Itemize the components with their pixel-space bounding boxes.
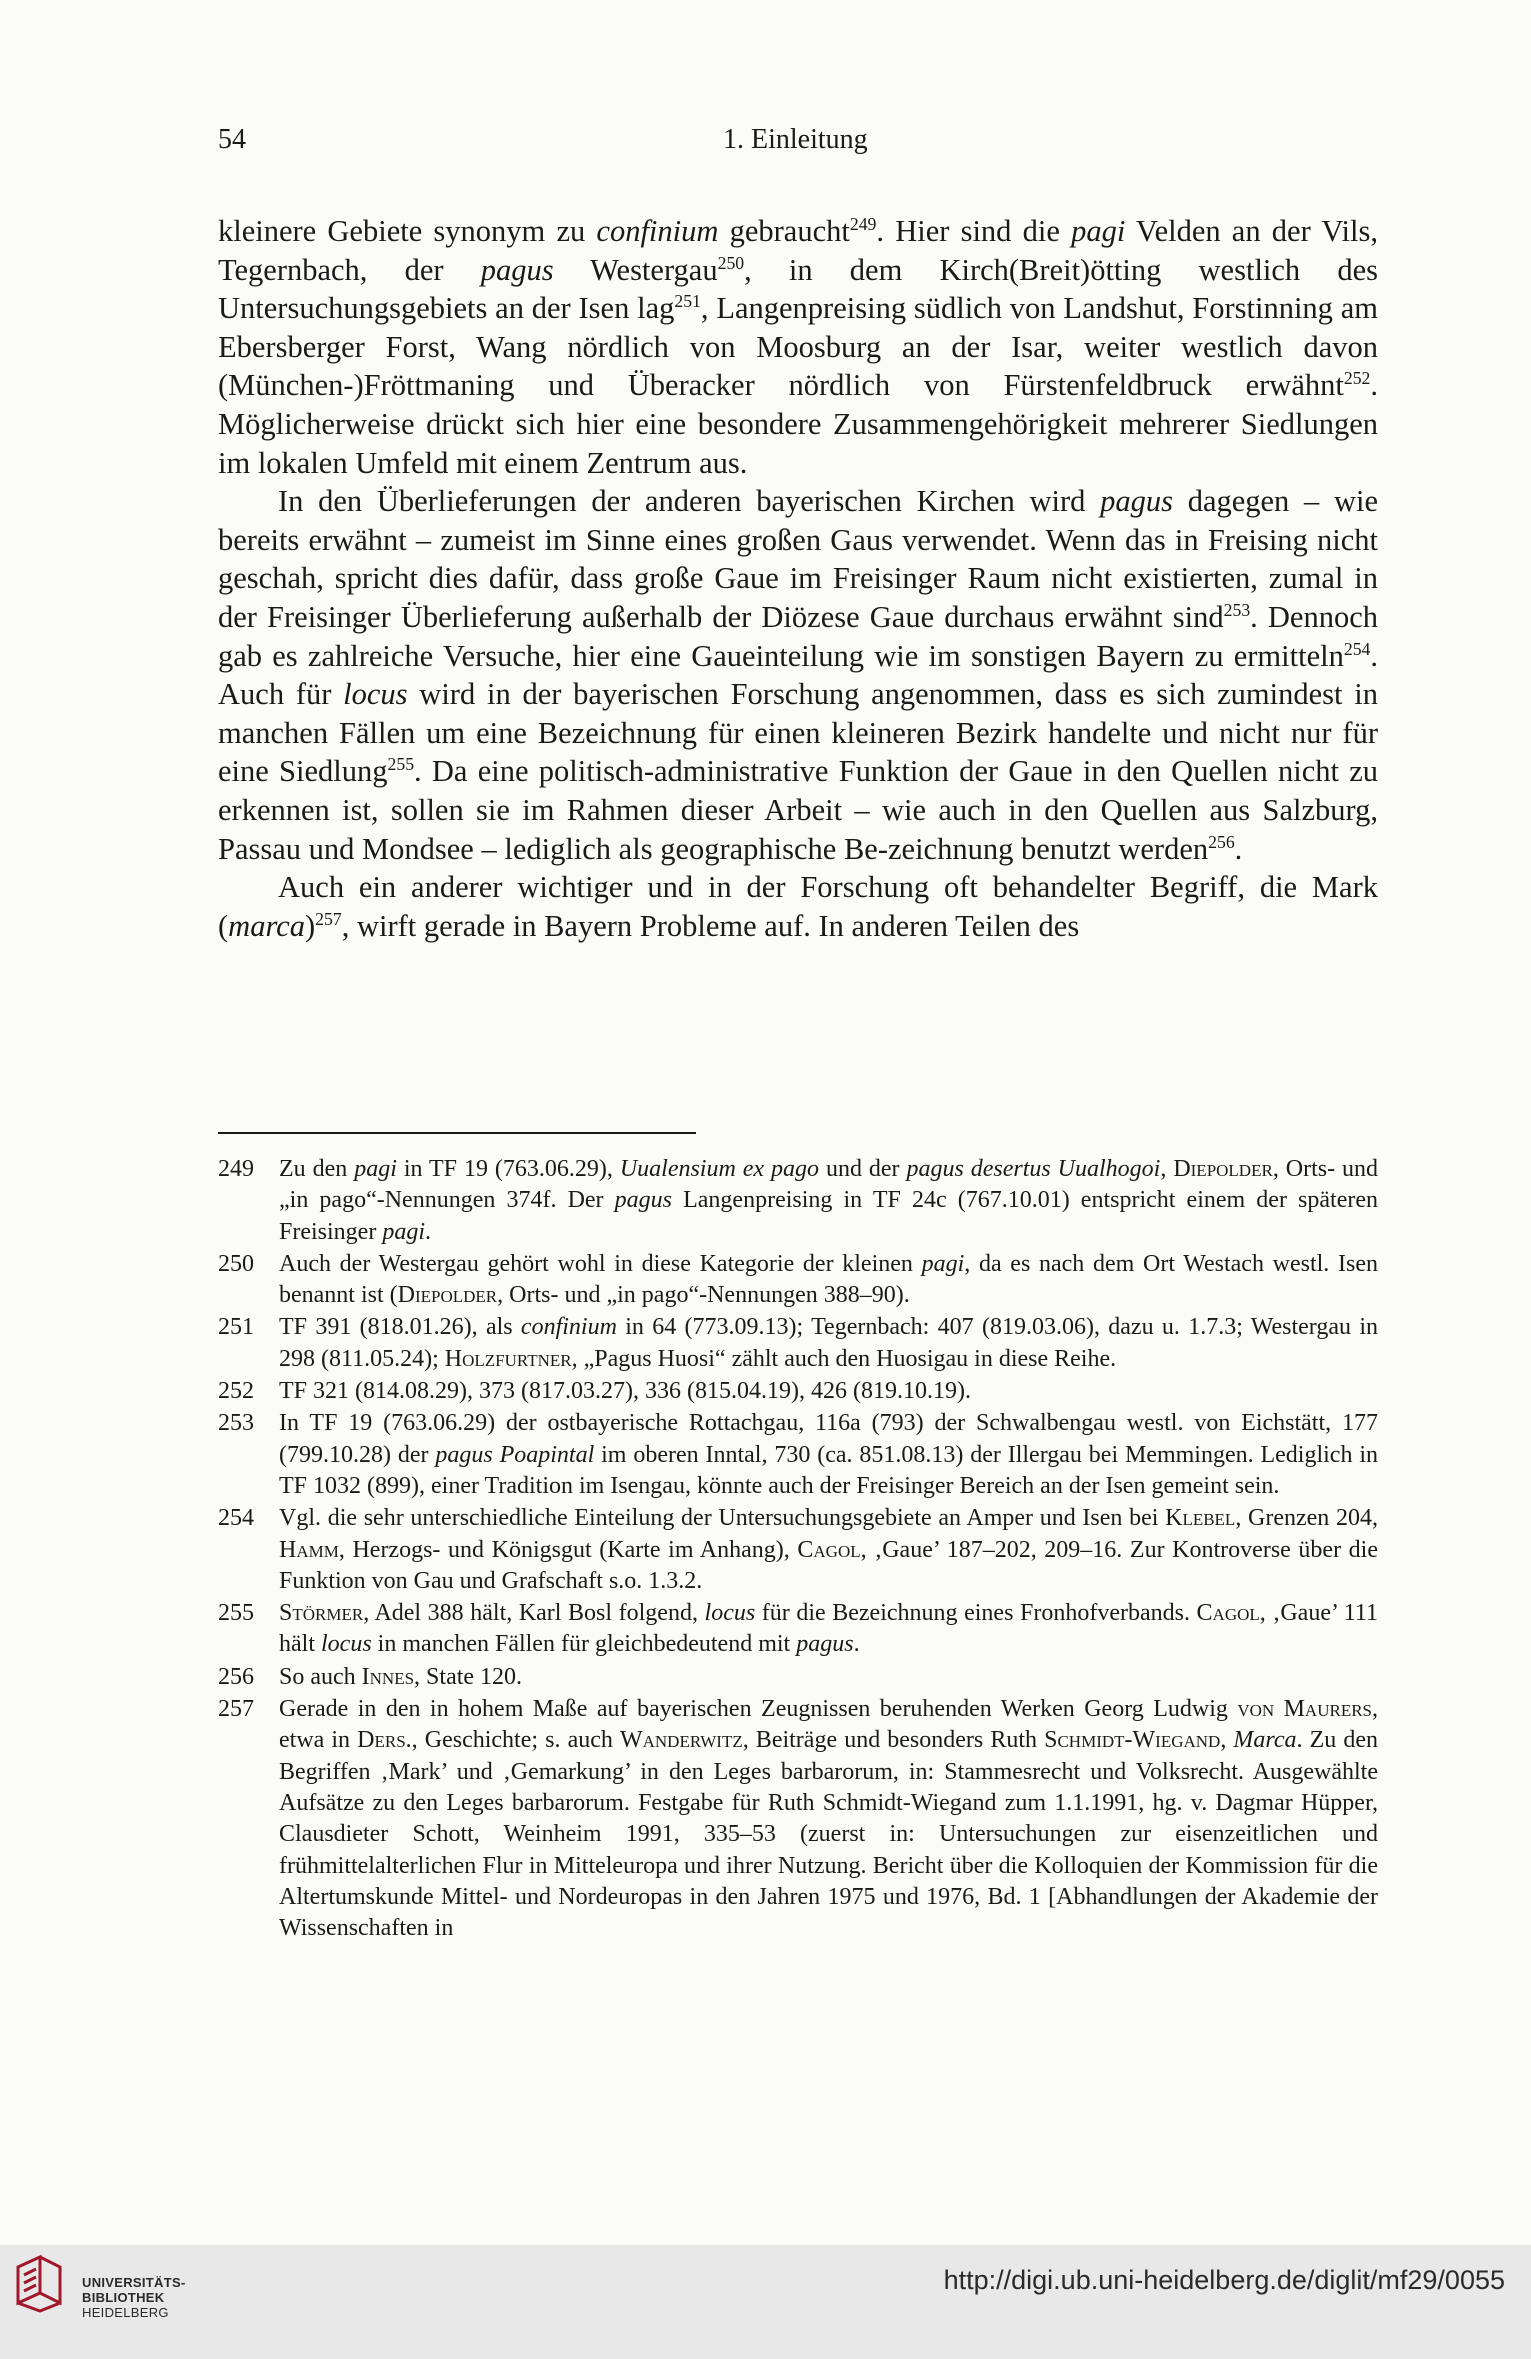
page-number: 54 xyxy=(218,124,246,155)
footnote-text: In TF 19 (763.06.29) der ostbayerische Rottachgau, 116a (793) der Schwalbengau westl. von Eichstätt, 177 (799.10.28) der pagus Poapintal im oberen Inntal, 730 (ca. 851.08.13) der Illergau bei Memmingen. Lediglich in TF 1032 (899), einer Tradition im Isengau, könnte auch der Freisinger Bereich an der Isen gemeint sein. xyxy=(279,1410,1378,1499)
footnote xyxy=(218,1312,1378,1375)
footnote xyxy=(218,1249,1378,1312)
footnote-number: 251 xyxy=(218,1314,254,1341)
main-text xyxy=(218,212,1378,945)
paragraph: In den Überlieferungen der anderen bayerischen Kirchen wird pagus dagegen – wie bereits erwähnt – zumeist im Sinne eines großen Gaus verwendet. Wenn das in Freising nicht geschah, spricht dies dafür, dass große Gaue im Freisinger Raum nicht existierten, zumal in der Freisinger Überlieferung außerhalb der Diözese Gaue durchaus erwähnt sind$^{253}$. Dennoch gab es zahlreiche Versuche, hier eine Gaueinteilung wie im sonstigen Bayern zu ermitteln$^{254}$. Auch für locus wird in der bayerischen Forschung angenommen, dass es sich zumindest in manchen Fällen um eine Bezeichnung für einen kleineren Bezirk handelte und nicht nur für eine Siedlung$^{255}$. Da eine politisch-administrative Funktion der Gaue in den Quellen nicht zu erkennen ist, sollen sie im Rahmen dieser Arbeit – wie auch in den Quellen aus Salzburg, Passau und Mondsee – lediglich als geographische Be-​zeichnung benutzt werden$^{256}$. xyxy=(218,484,1378,866)
paragraph: kleinere Gebiete synonym zu confinium gebraucht$^{249}$. Hier sind die pagi Velden an der Vils, Tegernbach, der pagus Westergau$^{250}$, in dem Kirch(Breit)ötting westlich des Untersuchungsgebiets an der Isen lag$^{251}$, Langenpreising südlich von Landshut, Forstinning am Ebersberger Forst, Wang nördlich von Moosburg an der Isar, weiter westlich davon (München-)Fröttmaning und Überacker nördlich von Fürstenfeldbruck erwähnt$^{252}$. Möglicherweise drückt sich hier eine besondere Zusammengehörigkeit mehrerer Siedlungen im lokalen Umfeld mit einem Zentrum aus. xyxy=(218,214,1378,480)
footnote-text: Vgl. die sehr unterschiedliche Einteilung der Untersuchungsgebiete an Amper und Isen bei Klebel, Grenzen 204, Hamm, Herzogs- und Königsgut (Karte im Anhang), Cagol, ‚Gaue’ 187–202, 209–16. Zur Kontroverse über die Funktion von Gau und Grafschaft s.o. 1.3.2. xyxy=(279,1505,1379,1594)
footnote-text: Zu den pagi in TF 19 (763.06.29), Uualensium ex pago und der pagus desertus Uualhogoi, Diepolder, Orts- und „in pago“-Nennungen 374f. Der pagus Langenpreising in TF 24c (767.10.01) entspricht einem der späteren Freisinger pagi. xyxy=(279,1156,1379,1245)
digitization-footer xyxy=(0,2245,1531,2359)
footnote xyxy=(218,1376,1378,1407)
footnote-text: TF 321 (814.08.29), 373 (817.03.27), 336 (815.04.19), 426 (819.10.19). xyxy=(279,1378,971,1405)
footnote xyxy=(218,1694,1378,1944)
footnote-text: So auch Innes, State 120. xyxy=(279,1663,523,1690)
footnote-text: Störmer, Adel 388 hält, Karl Bosl folgend, locus für die Bezeichnung eines Fronhofverbands. Cagol, ‚Gaue’ 111 hält locus in manchen Fällen für gleichbedeutend mit pagus. xyxy=(279,1600,1378,1658)
footnote xyxy=(218,1662,1378,1693)
footnote xyxy=(218,1598,1378,1661)
footnote-separator xyxy=(218,1132,696,1134)
paragraph: Auch ein anderer wichtiger und in der Forschung oft behandelter Begriff, die Mark (marca)$^{257}$, wirft gerade in Bayern Probleme auf. In anderen Teilen des xyxy=(218,870,1378,943)
footnote-number: 257 xyxy=(218,1696,254,1723)
page-header xyxy=(218,124,1378,164)
footnote xyxy=(218,1408,1378,1502)
footnote-text: Auch der Westergau gehört wohl in diese Kategorie der kleinen pagi, da es nach dem Ort Westach westl. Isen benannt ist (Diepolder, Orts- und „in pago“-Nennungen 388–90). xyxy=(279,1250,1378,1309)
footnote-number: 253 xyxy=(218,1410,254,1437)
footnote-number: 252 xyxy=(218,1378,254,1405)
footnote-text: TF 391 (818.01.26), als confinium in 64 (773.09.13); Tegernbach: 407 (819.03.06), dazu u. 1.7.3; Westergau in 298 (811.05.24); Holzfurtner, „Pagus Huosi“ zählt auch den Huosigau in diese Reihe. xyxy=(279,1314,1378,1372)
library-logo[interactable] xyxy=(10,2253,210,2323)
footnote-text: Gerade in den in hohem Maße auf bayerischen Zeugnissen beruhenden Werken Georg Ludwig von Maurers, etwa in Ders., Geschichte; s. auch Wanderwitz, Beiträge und besonders Ruth Schmidt-Wiegand, Marca. Zu den Begriffen ‚Mark’ und ‚Gemarkung’ in den Leges barbarorum, in: Stammesrecht und Volksrecht. Ausgewählte Aufsätze zu den Leges barbarorum. Festgabe für Ruth Schmidt-Wiegand zum 1.1.1991, hg. v. Dagmar Hüpper, Clausdieter Schott, Weinheim 1991, 335–53 (zuerst in: Untersuchungen zur eisenzeitlichen und frühmittelalterlichen Flur in Mitteleuropa und ihrer Nutzung. Bericht über die Kolloquien der Kommission für die Altertumskunde Mittel- und Nordeuropas in den Jahren 1975 und 1976, Bd. 1 [Abhandlungen der Akademie der Wissenschaften in xyxy=(279,1696,1379,1942)
footnote xyxy=(218,1154,1378,1248)
library-logo-icon xyxy=(10,2253,72,2315)
footnote-number: 255 xyxy=(218,1600,254,1627)
footnote-number: 256 xyxy=(218,1663,254,1690)
footnote-number: 249 xyxy=(218,1156,254,1182)
footnote xyxy=(218,1503,1378,1597)
source-url[interactable]: http://digi.ub.uni-heidelberg.de/diglit/mf29/0055 xyxy=(943,2265,1505,2295)
running-head: 1. Einleitung xyxy=(723,124,868,155)
footnotes xyxy=(218,1154,1378,1945)
footnote-number: 254 xyxy=(218,1505,254,1532)
footnote-number: 250 xyxy=(218,1250,254,1277)
library-name: UNIVERSITÄTS- BIBLIOTHEK HEIDELBERG xyxy=(82,2275,186,2320)
